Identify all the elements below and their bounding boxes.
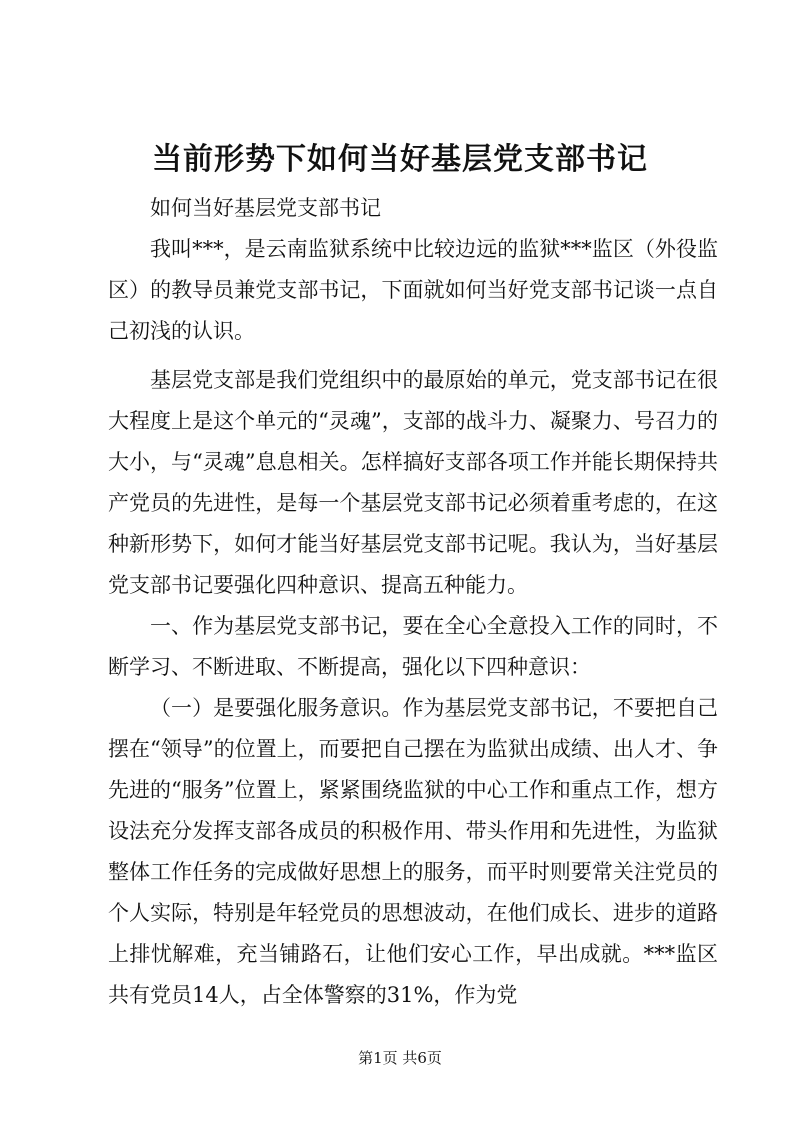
paragraph-intro: 我叫***，是云南监狱系统中比较边远的监狱***监区（外役监区）的教导员兼党支部书记，下面就如何当好党支部书记谈一点自己初浅的认识。 bbox=[108, 237, 718, 343]
paragraph-section-one: 一、作为基层党支部书记，要在全心全意投入工作的同时，不断学习、不断进取、不断提高，强化以下四种意识： bbox=[108, 614, 718, 679]
document-title: 当前形势下如何当好基层党支部书记 bbox=[152, 142, 648, 177]
page-footer: 第1页 共6页 bbox=[358, 1049, 442, 1067]
document-body bbox=[108, 188, 718, 1016]
paragraph-service-awareness: （一）是要强化服务意识。作为基层党支部书记，不要把自己摆在“领导”的位置上，而要把自己摆在为监狱出成绩、出人才、争先进的“服务”位置上，紧紧围绕监狱的中心工作和重点工作，想方设法充分发挥支部各成员的积极作用、带头作用和先进性，为监狱整体工作任务的完成做好思想上的服务，而平时则要常关注党员的个人实际，特别是年轻党员的思想波动，在他们成长、进步的道路上排忧解难，充当铺路石，让他们安心工作，早出成就。***监区共有党员14人，占全体警察的31%，作为党 bbox=[108, 696, 718, 1007]
paragraph-branch-role: 基层党支部是我们党组织中的最原始的单元，党支部书记在很大程度上是这个单元的“灵魂”，支部的战斗力、凝聚力、号召力的大小，与“灵魂”息息相关。怎样搞好支部各项工作并能长期保持共产党员的先进性，是每一个基层党支部书记必须着重考虑的，在这种新形势下，如何才能当好基层党支部书记呢。我认为，当好基层党支部书记要强化四种意识、提高五种能力。 bbox=[108, 368, 718, 597]
document-subtitle: 如何当好基层党支部书记 bbox=[150, 196, 381, 220]
